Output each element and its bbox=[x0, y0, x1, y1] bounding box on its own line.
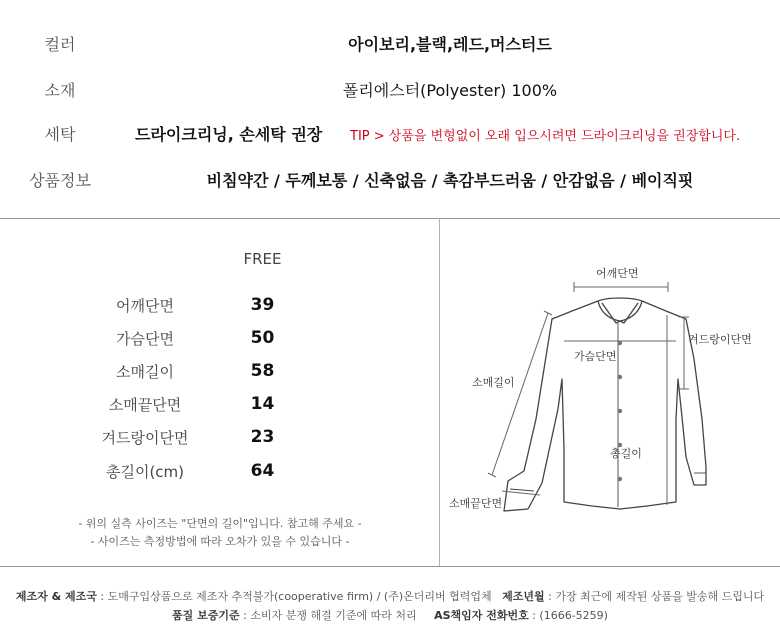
divider-bottom bbox=[0, 566, 780, 567]
detail-value: 비침약간 / 두께보통 / 신축없음 / 촉감부드러움 / 안감없음 / 베이직핏 bbox=[206, 171, 694, 190]
size-header: FREE bbox=[243, 250, 282, 268]
size-label: 소매길이 bbox=[116, 363, 174, 381]
quality-label: 품질 보증기준 bbox=[172, 609, 240, 622]
detail-label: 상품정보 bbox=[29, 171, 91, 190]
wash-tip: TIP > 상품을 변형없이 오래 입으시려면 드라이크리닝을 권장합니다. bbox=[350, 129, 741, 144]
maker-value: : 도매구입상품으로 제조자 추적불가(cooperative firm) / (주)온더리버 협력업체 bbox=[100, 590, 492, 603]
footer-line-1 bbox=[0, 588, 780, 604]
size-row bbox=[0, 394, 440, 424]
size-value: 39 bbox=[250, 295, 275, 315]
info-row-color bbox=[0, 22, 780, 66]
label-shoulder: 어깨단면 bbox=[596, 267, 639, 280]
size-label: 가슴단면 bbox=[116, 330, 174, 348]
size-value: 50 bbox=[250, 328, 275, 348]
size-label: 겨드랑이단면 bbox=[101, 429, 189, 447]
wash-label: 세탁 bbox=[44, 125, 76, 144]
size-row bbox=[0, 461, 440, 491]
size-row bbox=[0, 427, 440, 457]
size-note: - 사이즈는 측정방법에 따라 오차가 있을 수 있습니다 - bbox=[90, 535, 350, 548]
maker-label: 제조자 & 제조국 bbox=[15, 590, 97, 603]
size-note: - 위의 실측 사이즈는 "단면의 길이"입니다. 참고해 주세요 - bbox=[78, 517, 362, 530]
size-value: 14 bbox=[250, 394, 275, 414]
material-value: 폴리에스터(Polyester) 100% bbox=[342, 81, 558, 100]
color-value: 아이보리,블랙,레드,머스터드 bbox=[348, 35, 552, 54]
label-sleeve: 소매길이 bbox=[472, 376, 515, 389]
label-total: 총길이 bbox=[610, 447, 642, 460]
size-row bbox=[0, 328, 440, 358]
size-label: 소매끝단면 bbox=[108, 396, 182, 414]
as-label: AS책임자 전화번호 bbox=[434, 609, 529, 622]
wash-value: 드라이크리닝, 손세탁 권장 bbox=[135, 125, 323, 144]
size-value: 23 bbox=[250, 427, 275, 447]
size-value: 58 bbox=[250, 361, 275, 381]
date-value: : 가장 최근에 제작된 상품을 발송해 드립니다 bbox=[548, 590, 765, 603]
color-label: 컬러 bbox=[44, 35, 76, 54]
size-row bbox=[0, 361, 440, 391]
label-armpit: 겨드랑이단면 bbox=[688, 333, 752, 346]
info-row-material bbox=[0, 68, 780, 112]
size-label: 어깨단면 bbox=[116, 297, 174, 315]
date-label: 제조년월 bbox=[502, 590, 545, 603]
material-label: 소재 bbox=[44, 81, 76, 100]
shirt-measure-diagram bbox=[440, 219, 780, 565]
label-chest: 가슴단면 bbox=[574, 350, 617, 363]
size-label: 총길이(cm) bbox=[105, 463, 185, 481]
label-cuff: 소매끝단면 bbox=[449, 497, 503, 510]
size-row bbox=[0, 295, 440, 325]
info-row-wash bbox=[0, 112, 780, 156]
size-value: 64 bbox=[250, 461, 275, 481]
footer-line-2 bbox=[0, 607, 780, 623]
quality-value: : 소비자 분쟁 해결 기준에 따라 처리 bbox=[243, 609, 417, 622]
as-value: : (1666-5259) bbox=[532, 609, 608, 622]
info-row-detail bbox=[0, 158, 780, 202]
